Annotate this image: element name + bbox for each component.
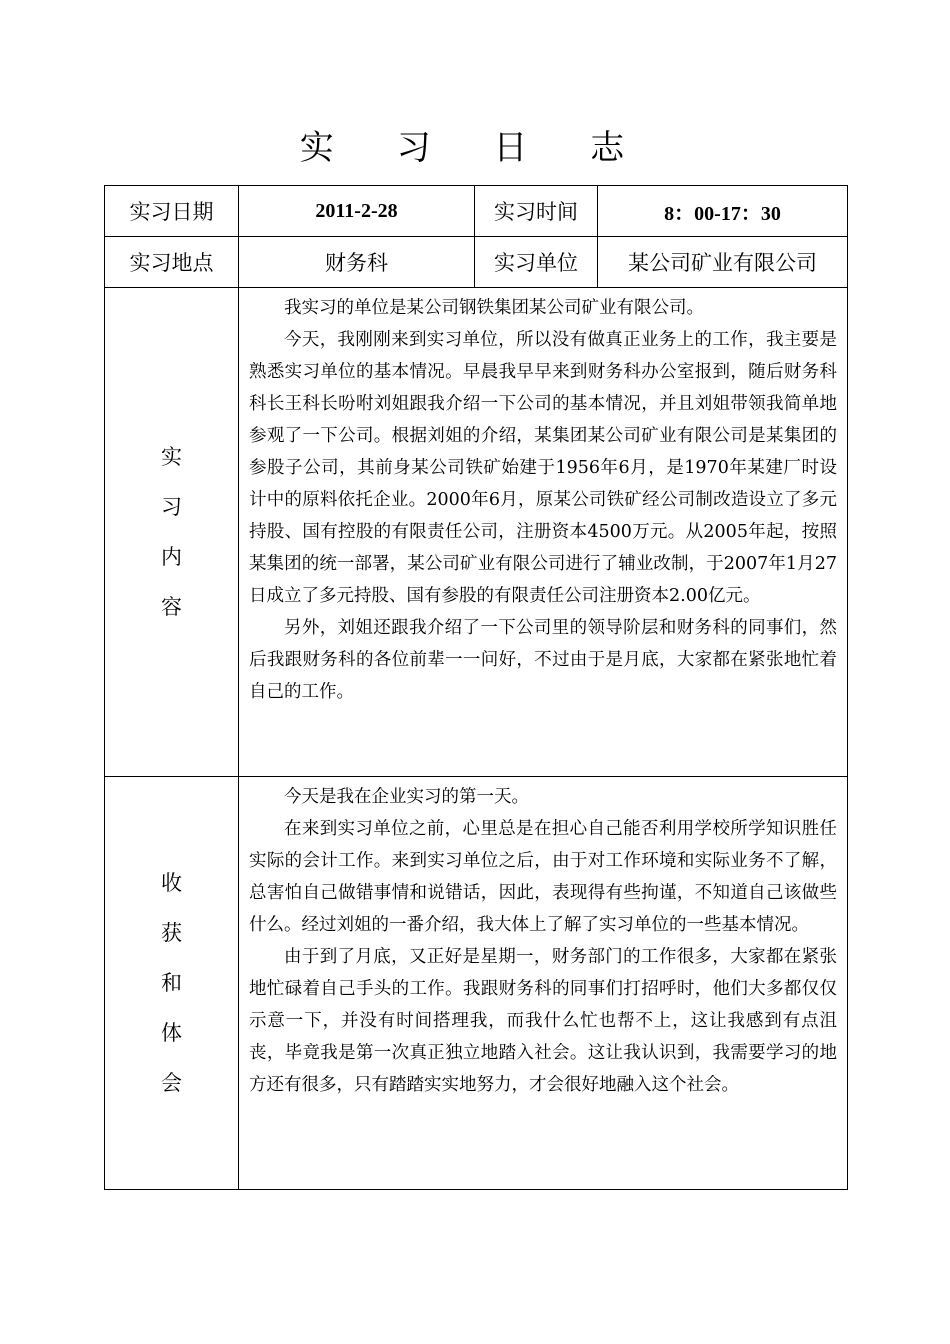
paragraph: 今天，我刚刚来到实习单位，所以没有做真正业务上的工作，我主要是熟悉实习单位的基本情况。早晨我早早来到财务科办公室报到，随后财务科科长王科长吩咐刘姐跟我介绍一下公司的基本情况，并且刘姐带领我简单地参观了一下公司。根据刘姐的介绍，某集团某公司矿业有限公司是某集团的参股子公司，其前身某公司铁矿始建于1956年6月，是1970年某建厂时设计中的原料依托企业。2000年6月，原某公司铁矿经公司制改造设立了多元持股、国有控股的有限责任公司，注册资本4500万元。从2005年起，按照某集团的统一部署，某公司矿业有限公司进行了辅业改制，于2007年1月27日成立了多元持股、国有参股的有限责任公司注册资本2.00亿元。 [249,330,837,606]
page-title: 实 习 日 志 [299,128,651,168]
internship-log-table [104,185,848,1190]
gains-section-label [105,777,239,1190]
unit-value: 某公司矿业有限公司 [598,237,848,288]
header-row-place-unit [105,237,848,288]
paragraph: 在来到实习单位之前，心里总是在担心自己能否利用学校所学知识胜任实际的会计工作。来到实习单位之后，由于对工作环境和实际业务不了解，总害怕自己做错事情和说错话，因此，表现得有些拘谨，不知道自己该做些什么。经过刘姐的一番介绍，我大体上了解了实习单位的一些基本情况。 [249,819,837,935]
content-section-label [105,288,239,777]
time-label: 实习时间 [475,186,598,237]
unit-label: 实习单位 [475,237,598,288]
place-label: 实习地点 [105,237,239,288]
label-char: 习 [161,495,182,519]
paragraph: 我实习的单位是某公司钢铁集团某公司矿业有限公司。 [284,298,704,318]
paragraph: 今天是我在企业实习的第一天。 [284,787,529,807]
date-value: 2011-2-28 [239,186,475,237]
paragraph: 另外，刘姐还跟我介绍了一下公司里的领导阶层和财务科的同事们，然后我跟财务科的各位前辈一一问好，不过由于是月底，大家都在紧张地忙着自己的工作。 [249,618,837,702]
header-row-date-time [105,186,848,237]
place-value: 财务科 [239,237,475,288]
paragraph: 由于到了月底，又正好是星期一，财务部门的工作很多，大家都在紧张地忙碌着自己手头的工作。我跟财务科的同事们打招呼时，他们大多都仅仅示意一下，并没有时间搭理我，而我什么忙也帮不上，这让我感到有点沮丧，毕竟我是第一次真正独立地踏入社会。这让我认识到，我需要学习的地方还有很多，只有踏踏实实地努力，才会很好地融入这个社会。 [249,947,837,1095]
date-label: 实习日期 [105,186,239,237]
time-value: 8：00-17：30 [598,186,848,237]
label-char: 实 [161,445,182,469]
label-char: 获 [161,921,182,945]
label-char: 和 [161,971,182,995]
content-row [105,288,848,777]
content-section-body [239,288,848,777]
label-char: 容 [161,595,182,619]
gains-section-body [239,777,848,1190]
label-char: 内 [161,545,182,569]
label-char: 收 [161,871,182,895]
label-char: 会 [161,1071,182,1095]
label-char: 体 [161,1021,182,1045]
gains-row [105,777,848,1190]
